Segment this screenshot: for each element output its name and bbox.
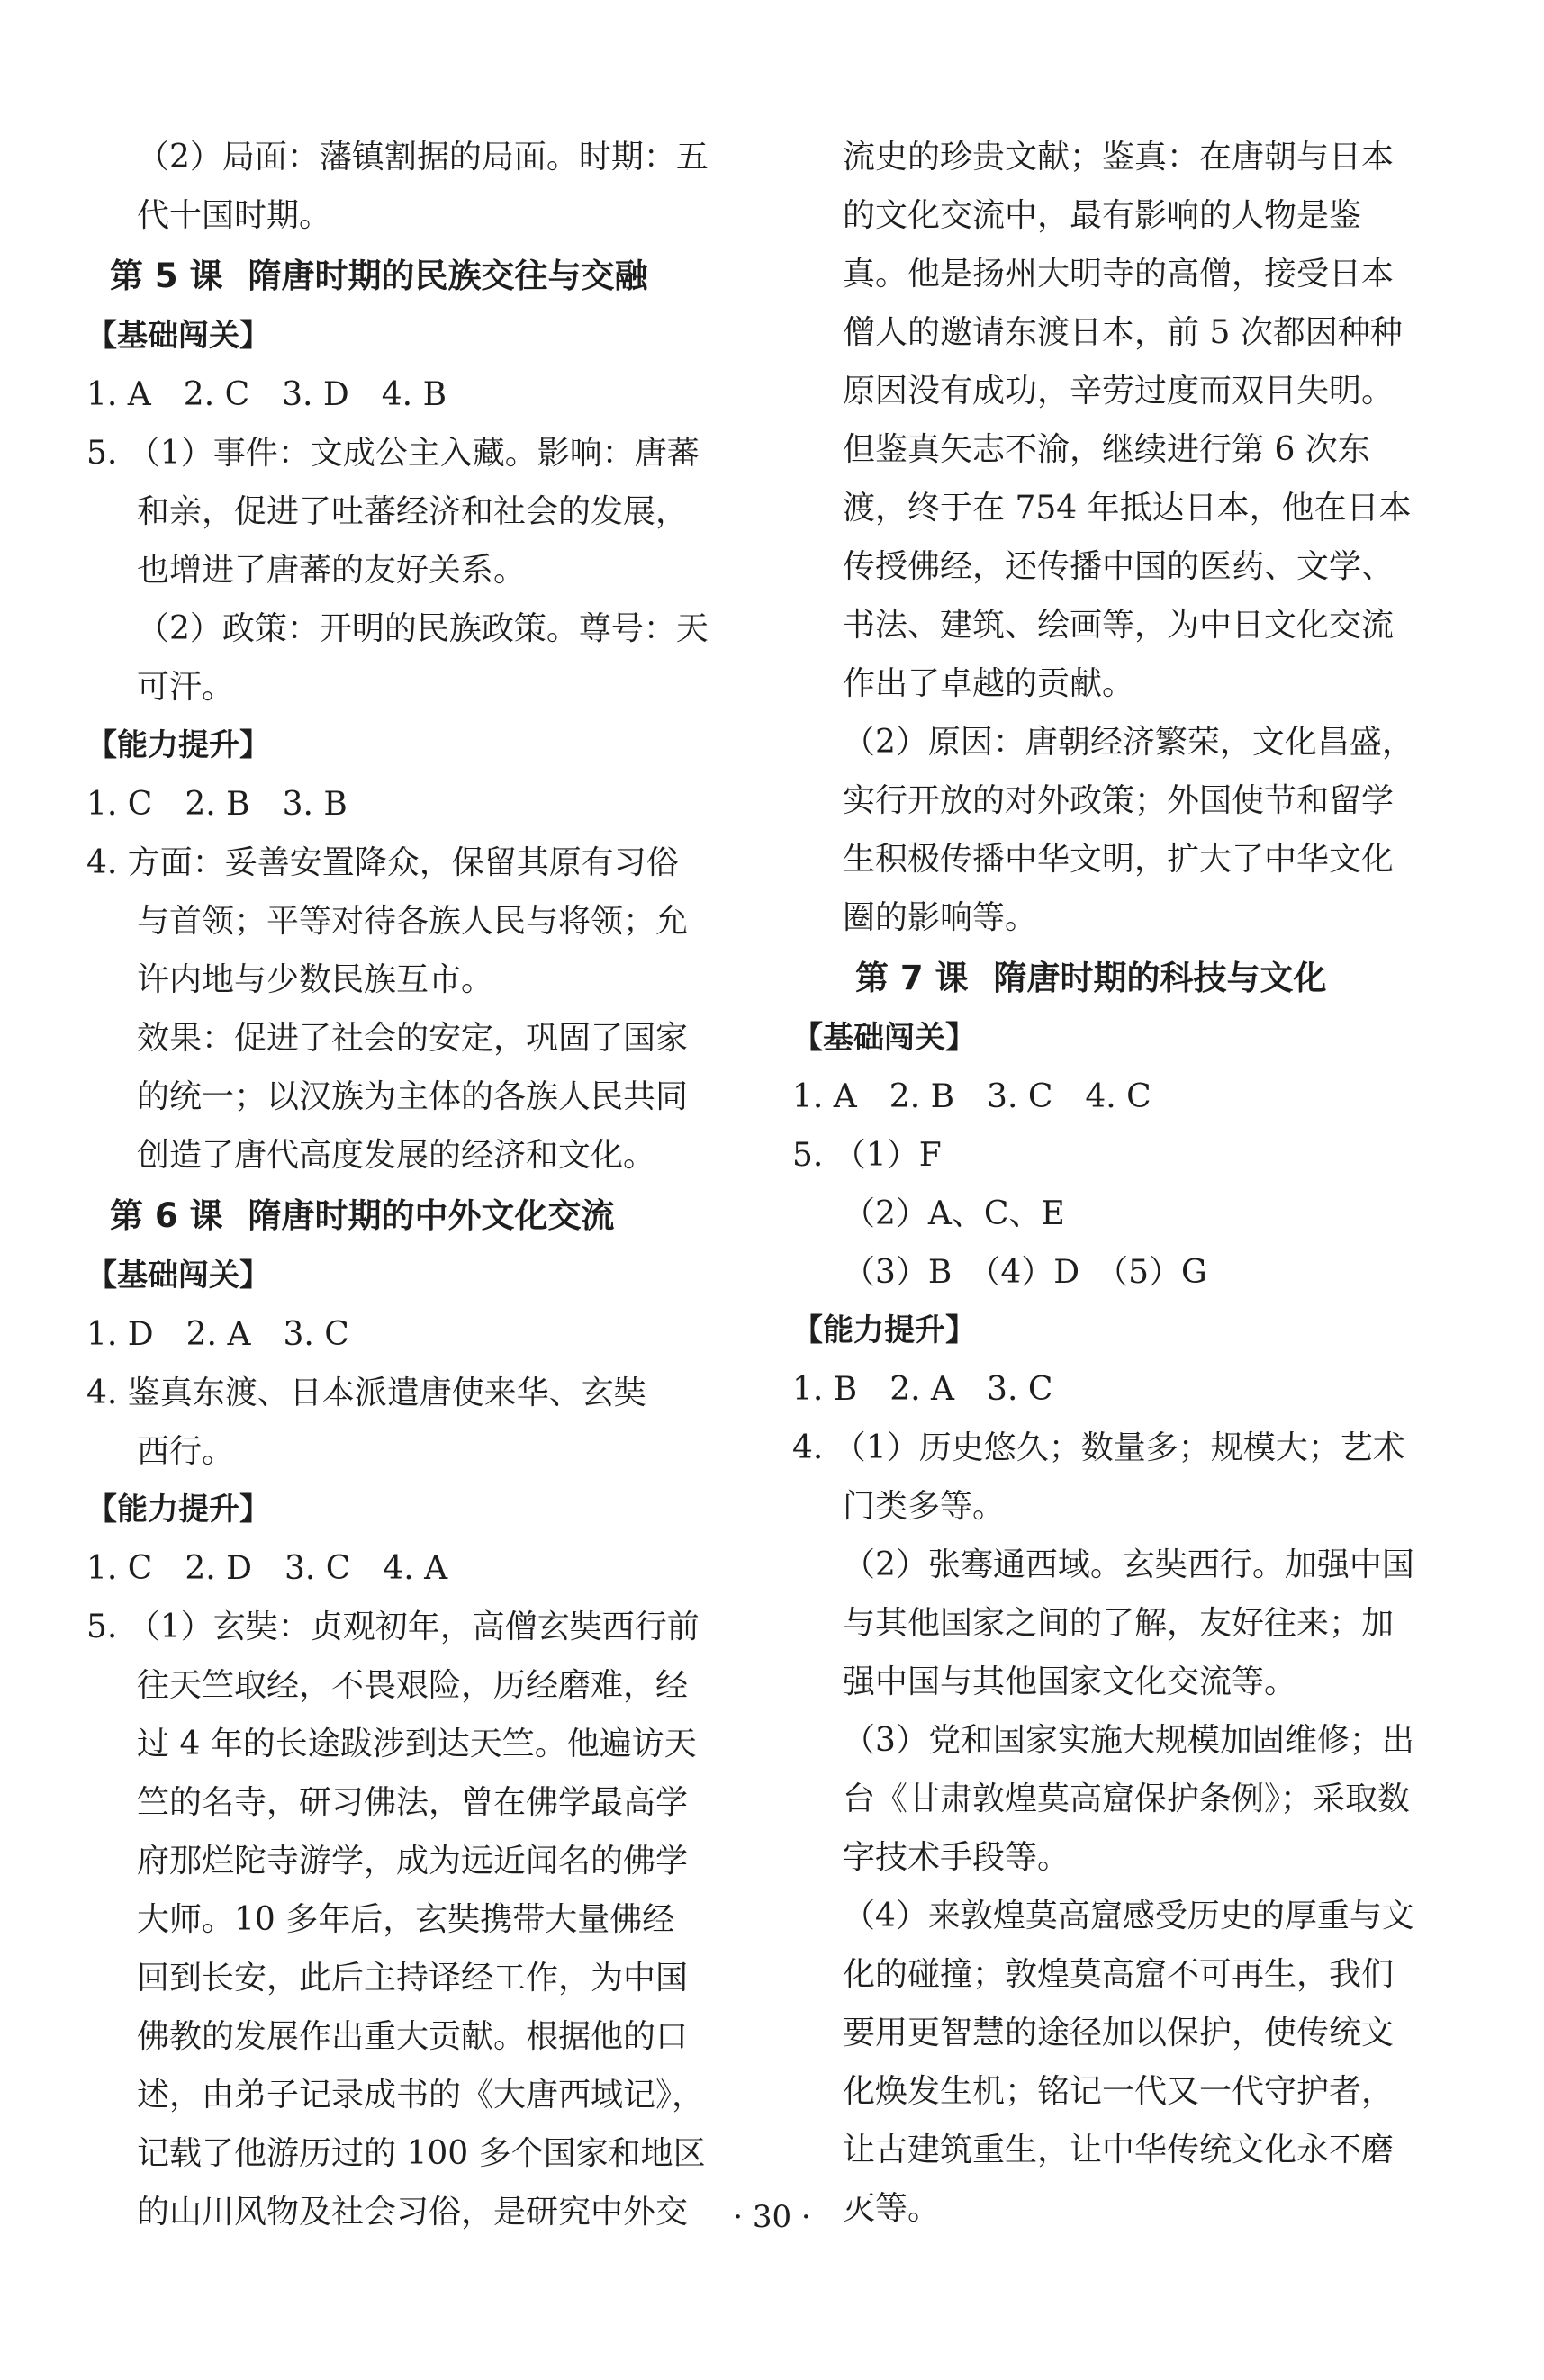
answer-line: 渡，终于在 754 年抵达日本，他在日本 bbox=[843, 490, 1412, 527]
answer-line: 实行开放的对外政策；外国使节和留学 bbox=[843, 782, 1395, 819]
answer-line: 往天竺取经，不畏艰险，历经磨难，经 bbox=[137, 1667, 689, 1704]
answer-line: 创造了唐代高度发展的经济和文化。 bbox=[137, 1137, 656, 1174]
answer-line: 书法、建筑、绘画等，为中日文化交流 bbox=[843, 607, 1395, 644]
answer-line: （2）政策：开明的民族政策。尊号：天 bbox=[137, 610, 709, 647]
lesson-name: 隋唐时期的民族交往与交融 bbox=[248, 257, 648, 295]
section-heading: 【能力提升】 bbox=[86, 1492, 270, 1528]
answer-line: 传授佛经，还传播中国的医药、文学、 bbox=[843, 548, 1395, 585]
answer-line: 灭等。 bbox=[843, 2190, 941, 2227]
lesson-number: 第 5 课 bbox=[110, 257, 223, 295]
answer-line: 生积极传播中华文明，扩大了中华文化 bbox=[843, 841, 1395, 878]
answer-line: 的统一；以汉族为主体的各族人民共同 bbox=[137, 1078, 689, 1115]
answer-line: 5. （1）事件：文成公主入藏。影响：唐蕃 bbox=[86, 435, 700, 472]
answer-line: 代十国时期。 bbox=[137, 197, 332, 234]
answer-line: 记载了他游历过的 100 多个国家和地区 bbox=[137, 2135, 706, 2172]
answer-line: 4. 方面：妥善安置降众，保留其原有习俗 bbox=[86, 844, 679, 881]
answer-line: 台《甘肃敦煌莫高窟保护条例》；采取数 bbox=[843, 1780, 1411, 1817]
answer-line: 僧人的邀请东渡日本，前 5 次都因种种 bbox=[843, 314, 1403, 351]
answer-line: 5. （1）玄奘：贞观初年，高僧玄奘西行前 bbox=[86, 1609, 700, 1645]
answer-line: 字技术手段等。 bbox=[843, 1839, 1070, 1876]
answer-line: （3）B （4）D （5）G bbox=[843, 1254, 1207, 1291]
answer-line: 许内地与少数民族互市。 bbox=[137, 961, 494, 998]
answer-line: 真。他是扬州大明寺的高僧，接受日本 bbox=[843, 256, 1395, 293]
answer-line: 的山川风物及社会习俗，是研究中外交 bbox=[137, 2194, 689, 2231]
answer-line: 1. C 2. D 3. C 4. A bbox=[86, 1550, 448, 1587]
answer-line: 4. 鉴真东渡、日本派遣唐使来华、玄奘 bbox=[86, 1375, 646, 1411]
answer-line: 和亲，促进了吐蕃经济和社会的发展， bbox=[137, 493, 689, 530]
lesson-title bbox=[792, 947, 1454, 1009]
section-heading: 【基础闯关】 bbox=[86, 1258, 270, 1294]
answer-line: 门类多等。 bbox=[843, 1488, 1006, 1525]
answer-line: 要用更智慧的途径加以保护，使传统文 bbox=[843, 2015, 1395, 2051]
answer-line: 强中国与其他国家文化交流等。 bbox=[843, 1663, 1297, 1700]
answer-line: （2）A、C、E bbox=[843, 1195, 1065, 1232]
answer-line: 府那烂陀寺游学，成为远近闻名的佛学 bbox=[137, 1843, 689, 1880]
answer-line: 过 4 年的长途跋涉到达天竺。他遍访天 bbox=[137, 1726, 697, 1762]
lesson-number: 第 6 课 bbox=[110, 1196, 223, 1235]
answer-line: 作出了卓越的贡献。 bbox=[843, 665, 1135, 702]
left-column bbox=[86, 128, 735, 2241]
answer-line: 但鉴真矢志不渝，继续进行第 6 次东 bbox=[843, 431, 1370, 468]
answer-line: 佛教的发展作出重大贡献。根据他的口 bbox=[137, 2018, 689, 2055]
answer-line: 圈的影响等。 bbox=[843, 899, 1038, 936]
answer-line: 1. C 2. B 3. B bbox=[86, 786, 348, 823]
answer-line: 也增进了唐蕃的友好关系。 bbox=[137, 552, 527, 589]
answer-line: （2）原因：唐朝经济繁荣，文化昌盛， bbox=[843, 724, 1414, 761]
answer-line: 4. （1）历史悠久；数量多；规模大；艺术 bbox=[792, 1429, 1405, 1466]
lesson-title bbox=[86, 245, 735, 307]
answer-line: （4）来敦煌莫高窟感受历史的厚重与文 bbox=[843, 1898, 1414, 1934]
answer-line: 原因没有成功，辛劳过度而双目失明。 bbox=[843, 373, 1395, 410]
answer-line: （2）局面：藩镇割据的局面。时期：五 bbox=[137, 139, 709, 176]
answer-line: 1. A 2. B 3. C 4. C bbox=[792, 1078, 1151, 1115]
answer-line: 化的碰撞；敦煌莫高窟不可再生，我们 bbox=[843, 1956, 1395, 1993]
right-column bbox=[792, 128, 1454, 2238]
lesson-name: 隋唐时期的科技与文化 bbox=[993, 959, 1327, 997]
answer-line: 大师。10 多年后，玄奘携带大量佛经 bbox=[137, 1901, 675, 1938]
section-heading: 【基础闯关】 bbox=[86, 318, 270, 354]
answer-line: 回到长安，此后主持译经工作，为中国 bbox=[137, 1960, 689, 1997]
answer-line: 效果：促进了社会的安定，巩固了国家 bbox=[137, 1020, 689, 1057]
answer-line: 流史的珍贵文献；鉴真：在唐朝与日本 bbox=[843, 139, 1395, 176]
section-heading: 【能力提升】 bbox=[86, 727, 270, 763]
answer-line: 可汗。 bbox=[137, 669, 235, 706]
page-number: · 30 · bbox=[733, 2199, 811, 2235]
answer-line: （3）党和国家实施大规模加固维修；出 bbox=[843, 1722, 1414, 1759]
lesson-number: 第 7 课 bbox=[855, 959, 969, 997]
answer-line: 述，由弟子记录成书的《大唐西域记》， bbox=[137, 2077, 705, 2114]
lesson-title bbox=[86, 1185, 735, 1247]
answer-line: 西行。 bbox=[137, 1433, 235, 1470]
answer-line: 竺的名寺，研习佛法，曾在佛学最高学 bbox=[137, 1784, 689, 1821]
answer-line: 与其他国家之间的了解，友好往来；加 bbox=[843, 1605, 1395, 1642]
answer-line: 1. A 2. C 3. D 4. B bbox=[86, 376, 447, 413]
answer-line: 1. B 2. A 3. C bbox=[792, 1371, 1053, 1408]
section-heading: 【能力提升】 bbox=[792, 1312, 976, 1348]
answer-line: 的文化交流中，最有影响的人物是鉴 bbox=[843, 197, 1362, 234]
section-heading: 【基础闯关】 bbox=[792, 1020, 976, 1056]
answer-line: 让古建筑重生，让中华传统文化永不磨 bbox=[843, 2132, 1395, 2168]
answer-line: 5. （1）F bbox=[792, 1137, 942, 1174]
answer-line: 1. D 2. A 3. C bbox=[86, 1316, 349, 1353]
answer-line: 化焕发生机；铭记一代又一代守护者， bbox=[843, 2073, 1395, 2110]
lesson-name: 隋唐时期的中外文化交流 bbox=[248, 1196, 615, 1235]
answer-line: 与首领；平等对待各族人民与将领；允 bbox=[137, 903, 689, 940]
answer-line: （2）张骞通西域。玄奘西行。加强中国 bbox=[843, 1546, 1414, 1583]
